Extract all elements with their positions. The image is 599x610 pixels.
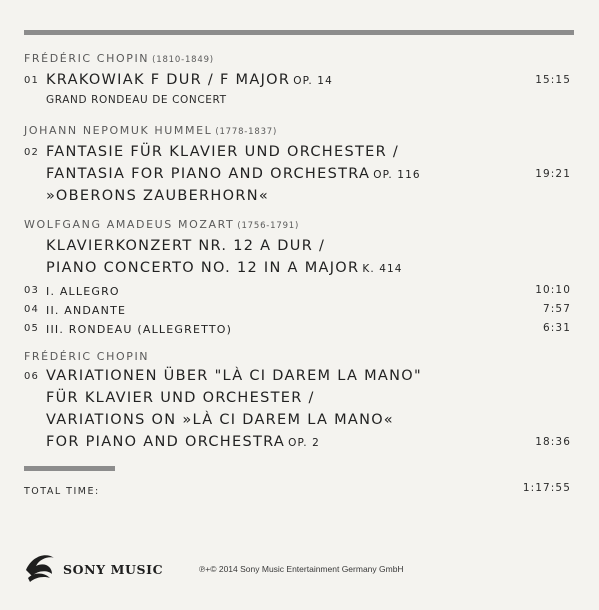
track-number: 02 [24,147,40,158]
track-number: 03 [24,285,40,296]
track-title-line: FÜR KLAVIER UND ORCHESTER / [46,390,315,406]
track-duration: 10:10 [535,284,571,296]
track-title [46,434,320,450]
track-row-02-line-2 [24,162,571,182]
composer-name: FRÉDÉRIC CHOPIN [24,350,150,363]
brand-name: SONY MUSIC [63,562,164,577]
track-row-06-line-4 [24,430,571,450]
movement-title: I. ALLEGRO [46,285,120,298]
work-opus: K. 414 [362,263,403,275]
track-title-line: VARIATIONS ON »LÀ CI DAREM LA MANO« [46,412,394,428]
track-duration: 6:31 [543,322,571,334]
composer-name: FRÉDÉRIC CHOPIN [24,52,150,65]
track-duration: 15:15 [535,74,571,86]
composer-years: (1778-1837) [215,127,278,137]
composer-chopin-2 [24,350,149,363]
movement-title: II. ANDANTE [46,304,127,317]
work-title-line-1 [24,234,571,254]
track-row-06-line-3 [24,408,571,428]
track-row-04 [24,297,571,317]
track-number: 04 [24,304,40,315]
work-title-line: PIANO CONCERTO NO. 12 IN A MAJOR [46,260,360,276]
copyright-notice: ℗+© 2014 Sony Music Entertainment Germany GmbH [199,564,404,574]
track-number: 06 [24,371,40,382]
bottom-divider [24,466,115,471]
track-opus: OP. 2 [288,437,320,449]
track-row-06-line-2 [24,386,571,406]
composer-mozart [24,218,299,231]
composer-chopin [24,52,214,65]
composer-hummel [24,124,277,137]
track-title-line: FANTASIA FOR PIANO AND ORCHESTRA [46,166,371,182]
composer-name: WOLFGANG AMADEUS MOZART [24,218,235,231]
track-title-line: FOR PIANO AND ORCHESTRA [46,434,286,450]
total-time-label: TOTAL TIME: [24,486,100,497]
composer-years: (1810-1849) [152,55,214,65]
track-row-02-line-3 [24,184,571,204]
track-row-03 [24,278,571,298]
sony-music-logo-icon [24,550,56,584]
total-time-value: 1:17:55 [522,482,571,494]
track-duration: 18:36 [535,436,571,448]
track-duration: 7:57 [543,303,571,315]
track-number: 05 [24,323,40,334]
track-row-02 [24,140,571,160]
work-title-line-2 [24,256,571,276]
composer-name: JOHANN NEPOMUK HUMMEL [24,124,213,137]
composer-years: (1756-1791) [237,221,300,231]
movement-title: III. RONDEAU (ALLEGRETTO) [46,323,233,336]
track-title [46,166,421,182]
track-opus: OP. 116 [373,169,421,181]
track-title-text: KRAKOWIAK F DUR / F MAJOR [46,72,291,88]
track-opus: OP. 14 [293,75,333,87]
track-row-01 [24,68,571,88]
top-divider [24,30,574,35]
track-row-06 [24,364,571,384]
track-row-05 [24,316,571,336]
track-duration: 19:21 [535,168,571,180]
track-subtitle: GRAND RONDEAU DE CONCERT [46,94,227,106]
track-title-line: »OBERONS ZAUBERHORN« [46,188,270,204]
work-title [46,260,403,276]
track-number: 01 [24,75,40,86]
track-title-line: VARIATIONEN ÜBER "LÀ CI DAREM LA MANO" [46,368,422,384]
track-title [46,72,333,88]
work-title-line: KLAVIERKONZERT NR. 12 A DUR / [46,238,326,254]
track-title-line: FANTASIE FÜR KLAVIER UND ORCHESTER / [46,144,400,160]
